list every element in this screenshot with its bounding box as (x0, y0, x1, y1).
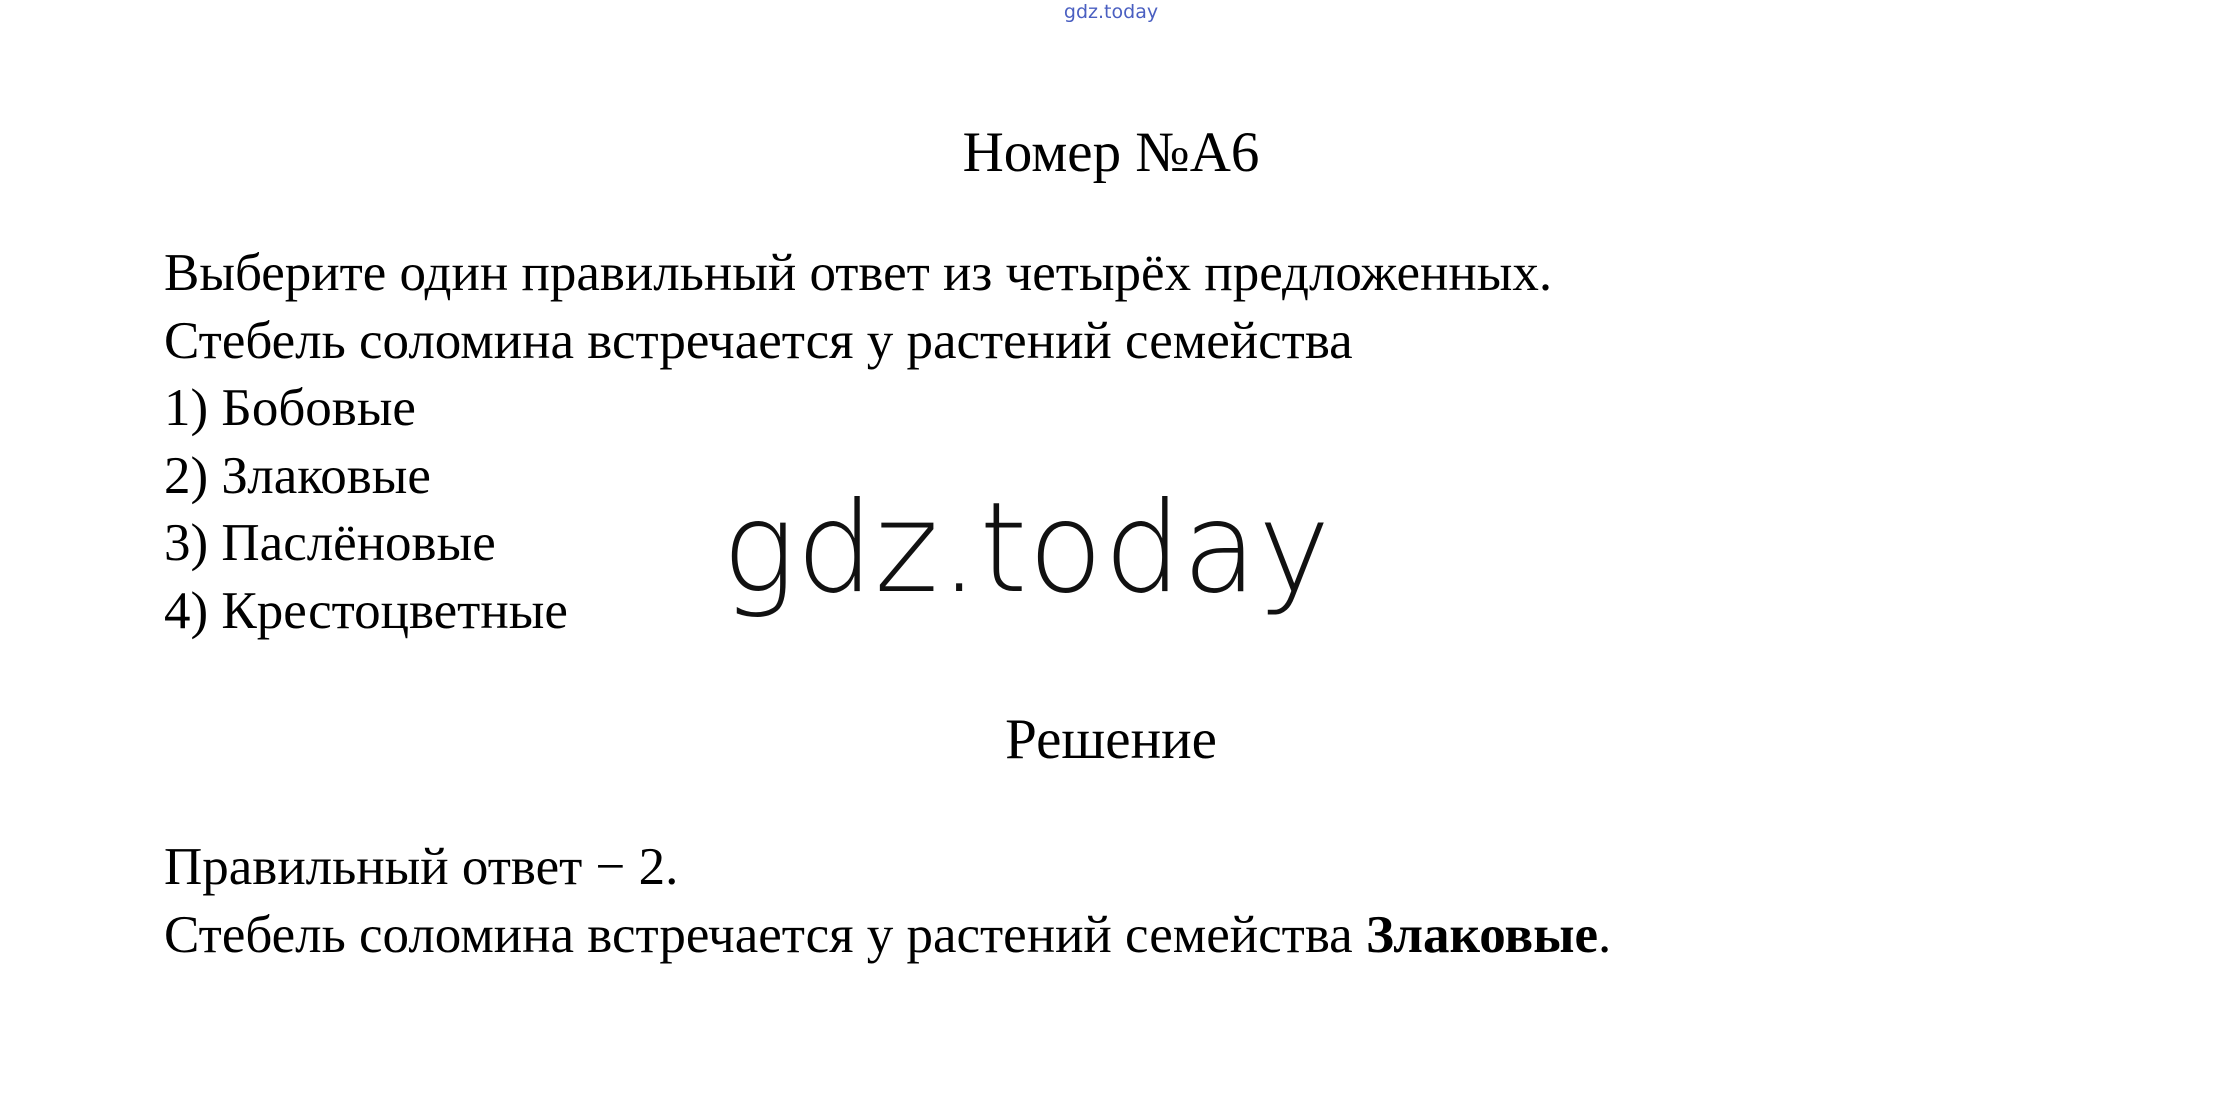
option-3: 3) Паслёновые (164, 514, 496, 572)
center-watermark: gdz.today (722, 475, 1332, 621)
explanation-line (164, 902, 1611, 970)
option-1: 1) Бобовые (164, 379, 416, 437)
explanation-bold-answer: Злаковые (1365, 905, 1599, 964)
question-prompt: Стебель соломина встречается у растений семейства (164, 311, 1353, 370)
explanation-suffix: . (1598, 905, 1612, 964)
question-instruction: Выберите один правильный ответ из четырёх предложенных. (164, 244, 1553, 302)
answer-line: Правильный ответ − 2. (164, 838, 679, 896)
option-2: 2) Злаковые (164, 446, 431, 505)
option-4: 4) Крестоцветные (164, 581, 568, 640)
top-watermark: gdz.today (1063, 1, 1159, 23)
explanation-prefix: Стебель соломина встречается у растений семейства (164, 905, 1366, 964)
problem-title: Номер №А6 (962, 121, 1260, 184)
answer-block (164, 834, 1611, 969)
solution-heading: Решение (1005, 708, 1217, 771)
